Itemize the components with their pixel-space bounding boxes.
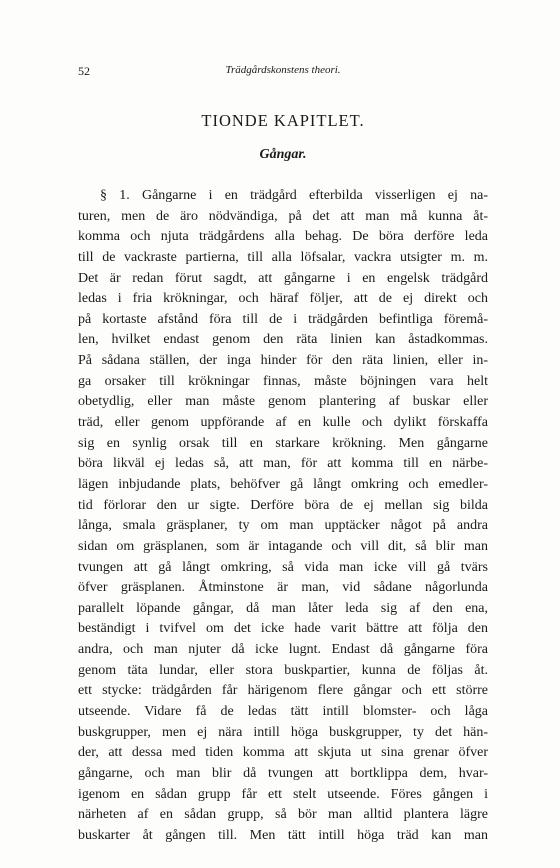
text-line: på kortaste afstånd föra till de i trädgården befintliga föremå- [78, 311, 488, 327]
text-line: § 1. Gångarne i en trädgård efterbilda visserligen ej na- [100, 188, 488, 203]
text-line: På sådana ställen, der inga hinder för den räta linien, eller in- [78, 353, 488, 369]
text-line: parallelt löpande gångar, då man låter leda sig af den ena, [78, 600, 488, 616]
page-number: 52 [78, 64, 90, 78]
text-line: ett stycke: trädgården får härigenom flere gångar och ett större [78, 683, 488, 699]
text-line: långa, smala gräsplaner, ty om man upptäcker något på andra [78, 518, 488, 534]
text-line: ga orsaker till krökningar finnas, måste böjningen vara helt [78, 373, 488, 389]
chapter-title: TIONDE KAPITLET. [201, 111, 365, 130]
text-line: turen, men de äro nödvändiga, på det att man må kunna åt- [78, 208, 488, 224]
text-line: lägen inbjudande plats, behöfver gå långt omkring och emedler- [78, 476, 488, 492]
text-line: andra, och man njuter då icke lugnt. Endast då gångarne föra [78, 642, 488, 658]
text-line: Det är redan förut sagdt, att gångarne i en engelsk trädgård [78, 270, 488, 286]
text-line: obetydlig, eller man måste genom plantering af buskar eller [78, 394, 488, 410]
text-line: der, att dessa med tiden komma att skjuta ut sina grenar öfver [78, 745, 488, 761]
text-line: sig en synlig orsak till en starkare krökning. Men gångarne [78, 435, 488, 451]
text-line: buskgrupper, men ej nära intill höga buskgrupper, ty det hän- [78, 724, 488, 740]
section-title: Gångar. [259, 147, 307, 162]
text-line: ledas i fria krökningar, och häraf följer, att de ej direkt och [78, 291, 488, 307]
page-header [78, 64, 488, 80]
text-line: igenom en sådan grupp får ett stelt utseende. Föres gången i [78, 786, 488, 802]
text-line: len, hvilket endast genom den räta linien kan åstadkommas. [78, 332, 488, 348]
body-paragraph [78, 186, 488, 847]
text-line: böra likväl ej ledas så, att man, för att komma till en närbe- [78, 456, 488, 472]
text-line: närheten af en sådan grupp, så bör man alltid plantera lägre [78, 807, 488, 823]
text-line: tid förlorar den ur sigte. Derföre böra de ej mellan sig bilda [78, 497, 488, 513]
text-line: beständigt i tvifvel om det icke hade varit bättre att följa den [78, 621, 488, 637]
text-line: öfver gräsplanen. Åtminstone är man, vid sådane någorlunda [78, 580, 488, 596]
text-line: utseende. Vidare få de ledas tätt intill blomster- och låga [78, 704, 488, 720]
text-line: gångarne, och man blir då tvungen att bortklippa dem, hvar- [78, 765, 488, 781]
text-line: till de vackraste partierna, till alla löfsalar, vackra utsigter m. m. [78, 249, 488, 265]
text-line: tvungen att gå långt omkring, så vida man icke vill gå tvärs [78, 559, 488, 575]
text-line: buskarter åt gången till. Men tätt intill höga träd kan man [78, 827, 488, 843]
text-line: sidan om gräsplanen, som är intagande och vill dit, så blir man [78, 538, 488, 554]
running-head: Trädgårdskonstens theori. [225, 64, 341, 76]
text-line: komma och njuta trädgårdens alla behag. De böra derföre leda [78, 229, 488, 245]
text-line: genom täta lundar, eller stora buskpartier, kunna de följas åt. [78, 662, 488, 678]
text-line: träd, eller genom uppförande af en kulle och dylikt förskaffa [78, 415, 488, 431]
